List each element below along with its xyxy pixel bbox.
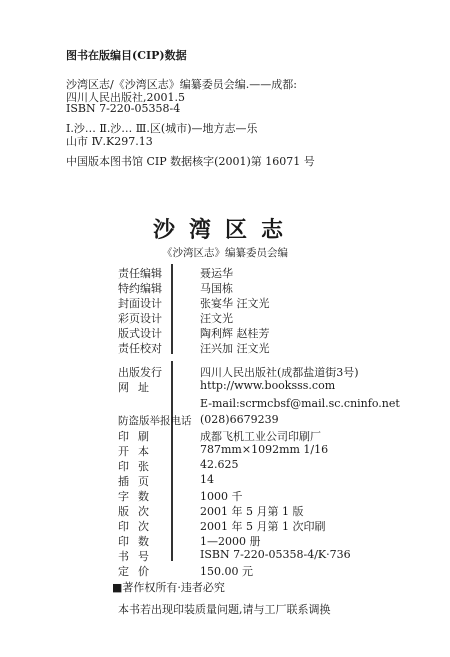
quality-notice: 本书若出现印装质量问题,请与工厂联系调换 <box>118 603 331 616</box>
pub-label: 印张 <box>118 460 158 473</box>
rights-notice: ■著作权所有·违者必究 <box>112 581 225 594</box>
book-title: 沙湾区志 <box>152 217 297 243</box>
credit-label: 责任校对 <box>118 342 162 355</box>
pub-label: 版次 <box>118 505 158 518</box>
pub-label: 插页 <box>118 475 158 488</box>
pub-label: 印数 <box>118 535 158 548</box>
credit-value: 汪文光 <box>200 312 233 325</box>
pub-value: 42.625 <box>200 458 239 471</box>
credit-label: 版式设计 <box>118 327 162 340</box>
pub-value: 成都飞机工业公司印刷厂 <box>200 430 321 443</box>
pub-value-website: http://www.booksss.com <box>200 379 336 392</box>
credit-label: 责任编辑 <box>118 267 162 280</box>
cip-line: ISBN 7-220-05358-4 <box>66 102 181 115</box>
pub-value-price: 150.00 元 <box>200 565 253 578</box>
pub-label: 开本 <box>118 445 158 458</box>
pub-label: 网址 <box>118 381 158 394</box>
credit-value: 马国栋 <box>200 282 233 295</box>
pub-value: 2001 年 5 月第 1 版 <box>200 505 304 518</box>
pub-value: 1000 千 <box>200 490 243 503</box>
pub-value: 四川人民出版社(成都盐道街3号) <box>200 366 359 379</box>
credits-separator <box>171 264 173 354</box>
credit-label: 彩页设计 <box>118 312 162 325</box>
credit-label: 特约编辑 <box>118 282 162 295</box>
book-editor: 《沙湾区志》编纂委员会编 <box>162 247 288 259</box>
cip-line: 山市 Ⅳ.K297.13 <box>66 135 153 148</box>
credit-value: 聂运华 <box>200 267 233 280</box>
cip-number-line: 中国版本图书馆 CIP 数据核字(2001)第 16071 号 <box>66 155 315 168</box>
credit-value: 张宴华 汪文光 <box>200 297 270 310</box>
pub-label: 字数 <box>118 490 158 503</box>
pub-label: 印次 <box>118 520 158 533</box>
pub-label: 出版发行 <box>118 366 162 379</box>
pub-value: 1—2000 册 <box>200 535 261 548</box>
pub-value: 2001 年 5 月第 1 次印刷 <box>200 520 326 533</box>
pub-label: 书号 <box>118 550 158 563</box>
pub-value-email: E-mail:scrmcbsf@mail.sc.cninfo.net <box>200 397 400 410</box>
credit-value: 汪兴加 汪文光 <box>200 342 270 355</box>
cip-heading: 图书在版编目(CIP)数据 <box>66 49 187 62</box>
cip-line: Ⅰ.沙… Ⅱ.沙… Ⅲ.区(城市)—地方志—乐 <box>66 122 258 135</box>
pub-value: 14 <box>200 473 214 486</box>
pub-label: 防盗版举报电话 <box>118 415 192 427</box>
cip-line: 沙湾区志/《沙湾区志》编纂委员会编.——成都: <box>66 78 297 91</box>
pub-label: 定价 <box>118 565 158 578</box>
pub-value: 787mm×1092mm 1/16 <box>200 443 329 456</box>
credit-value: 陶利辉 赵桂芳 <box>200 327 270 340</box>
pub-value: (028)6679239 <box>200 413 279 426</box>
cip-line: 四川人民出版社,2001.5 <box>66 91 185 104</box>
pub-value-isbn: ISBN 7-220-05358-4/K·736 <box>200 548 351 561</box>
credit-label: 封面设计 <box>118 297 162 310</box>
publishing-separator <box>171 361 173 561</box>
pub-label: 印刷 <box>118 430 158 443</box>
